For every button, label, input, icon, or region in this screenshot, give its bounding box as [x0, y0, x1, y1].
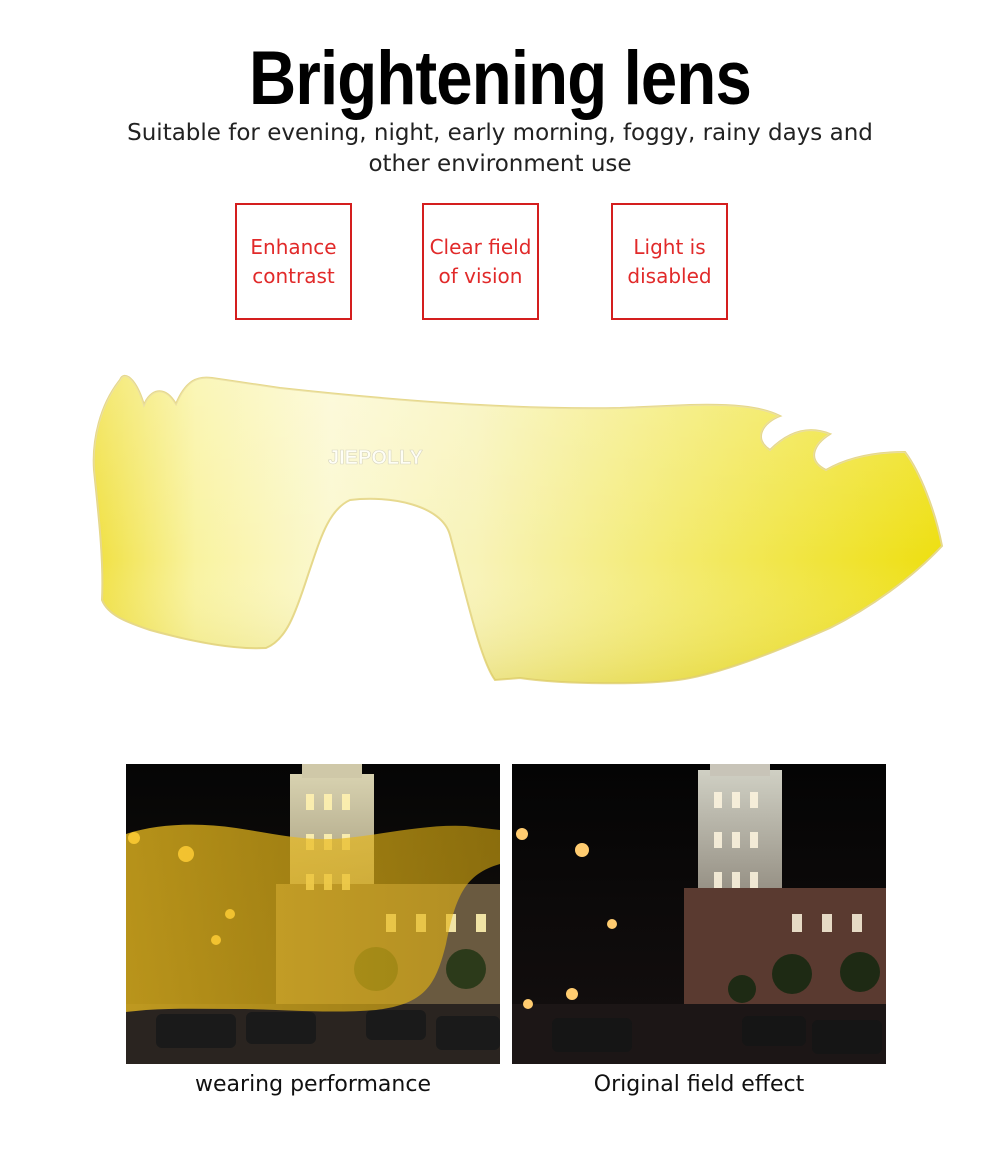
- photo-original-field: [512, 764, 886, 1064]
- page-title: Brightening lens: [249, 36, 751, 121]
- subtitle-line-2: other environment use: [368, 151, 632, 177]
- caption-original-field: Original field effect: [593, 1072, 805, 1097]
- lens-image: [90, 360, 950, 710]
- caption-wearing-performance: wearing performance: [195, 1072, 431, 1097]
- feature-box-light-disabled: [611, 203, 728, 320]
- feature-label: Clear field: [429, 234, 532, 259]
- subtitle-line-1: Suitable for evening, night, early morning, foggy, rainy days and: [127, 120, 873, 146]
- feature-label: Enhance: [250, 234, 337, 259]
- feature-box-contrast: [235, 203, 352, 320]
- feature-label: Light is: [633, 234, 706, 259]
- feature-box-clear-vision: [422, 203, 539, 320]
- feature-label: contrast: [252, 263, 335, 288]
- feature-label: disabled: [627, 263, 712, 288]
- lens-icon: [90, 360, 950, 710]
- photo-wearing-performance: [126, 764, 500, 1064]
- lens-brand-text: JIEPOLLY: [328, 447, 423, 469]
- feature-label: of vision: [438, 263, 523, 288]
- night-street-with-lens-photo-icon: [126, 764, 500, 1064]
- night-street-original-photo-icon: [512, 764, 886, 1064]
- page-subtitle: [100, 118, 900, 180]
